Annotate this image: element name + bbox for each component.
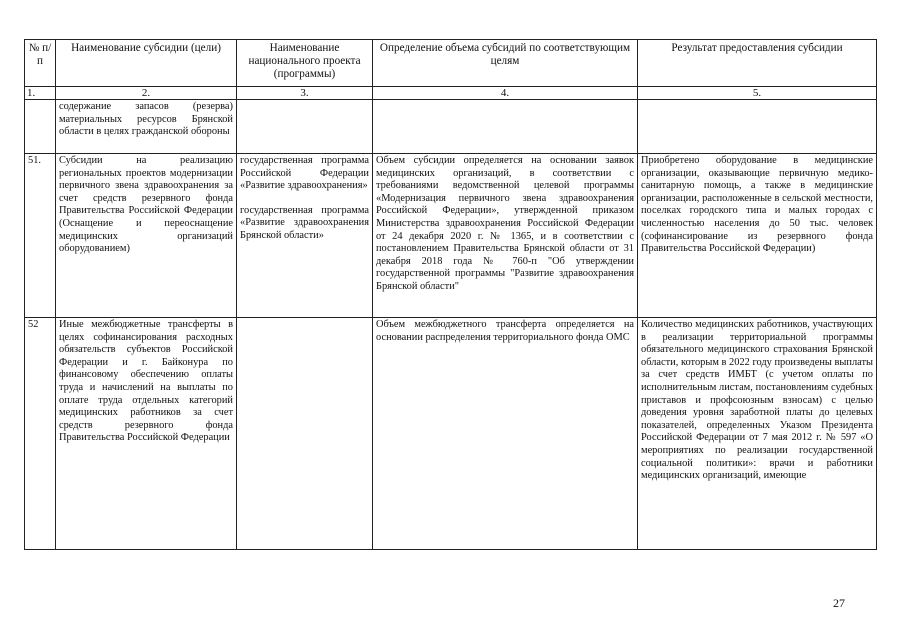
header-national-project: Наименование национального проекта (программы): [237, 40, 373, 87]
table-row: [25, 100, 877, 154]
column-number: 4.: [373, 87, 638, 100]
column-number: 1.: [25, 87, 56, 100]
subsidy-result: [638, 100, 877, 154]
volume-definition: Объем субсидии определяется на основании заявок медицинских организаций, в соответствии с требованиями ведомственной целевой программы «Модернизация первичного звена здравоохранения Российской Федерации», утвержденной приказом Министерства здравоохранения Российской Федерации от 24 декабря 2020 г. № 1365, и в соответствии с постановлением Правительства Брянской области от 31 декабря 2018 года № 760-п "Об утверждении государственной программы "Развитие здравоохранения Брянской области": [373, 154, 638, 318]
row-number: [25, 100, 56, 154]
column-number: 2.: [56, 87, 237, 100]
subsidy-result: Количество медицинских работников, участвующих в реализации территориальной программы обязательного медицинского страхования Брянской области, которым в 2022 году произведены выплаты за счет средств ИМБТ (с учетом оплаты по исполнительным листам, постановлениям судебных приставов и профсоюзным взносам) с целью доведения уровня заработной платы до целевых показателей, определенных Указом Президента Российской Федерации от 7 мая 2012 г. № 597 «О мероприятиях по реализации государственной социальной политики»: врачи и работники медицинских организаций, имеющие: [638, 318, 877, 550]
subsidy-name: Иные межбюджетные трансферты в целях софинансирования расходных обязательств субъектов Российской Федерации и г. Байконура по финансовому обеспечению оплаты труда и начислений на выплаты по оплате труда отдельных категорий медицинских работников за счет средств резервного фонда Правительства Российской Федерации: [56, 318, 237, 550]
header-volume-definition: Определение объема субсидий по соответствующим целям: [373, 40, 638, 87]
project-name: [237, 100, 373, 154]
subsidy-name: содержание запасов (резерва) материальных ресурсов Брянской области в целях гражданской обороны: [56, 100, 237, 154]
row-number: 51.: [25, 154, 56, 318]
column-number: 5.: [638, 87, 877, 100]
volume-definition: Объем межбюджетного трансферта определяется на основании распределения территориального фонда ОМС: [373, 318, 638, 550]
table-row: [25, 318, 877, 550]
subsidy-result: Приобретено оборудование в медицинские организации, оказывающие первичную медико-санитарную помощь, а также в медицинские организации, расположенные в сельской местности, поселках городского типа и малых городах с численностью населения до 50 тыс. человек (софинансирование из резервного фонда Правительства Российской Федерации): [638, 154, 877, 318]
project-name-regional: государственная программа «Развитие здравоохранения Брянской области»: [240, 204, 369, 241]
subsidy-name: Субсидии на реализацию региональных проектов модернизации первичного звена здравоохранения за счет средств резервного фонда Правительства Российской Федерации (Оснащение и переоснащение медицинских организаций оборудованием): [56, 154, 237, 318]
column-number-row: [25, 87, 877, 100]
header-number: № п/п: [25, 40, 56, 87]
page-number: 27: [833, 596, 845, 610]
header-subsidy-name: Наименование субсидии (цели): [56, 40, 237, 87]
table-row: [25, 154, 877, 318]
column-number: 3.: [237, 87, 373, 100]
subsidy-table: [24, 39, 877, 550]
project-name-federal: государственная программа Российской Федерации «Развитие здравоохранения»: [240, 155, 369, 192]
project-name: [237, 318, 373, 550]
header-result: Результат предоставления субсидии: [638, 40, 877, 87]
table-header-row: [25, 40, 877, 87]
row-number: 52: [25, 318, 56, 550]
volume-definition: [373, 100, 638, 154]
project-name: [237, 154, 373, 318]
